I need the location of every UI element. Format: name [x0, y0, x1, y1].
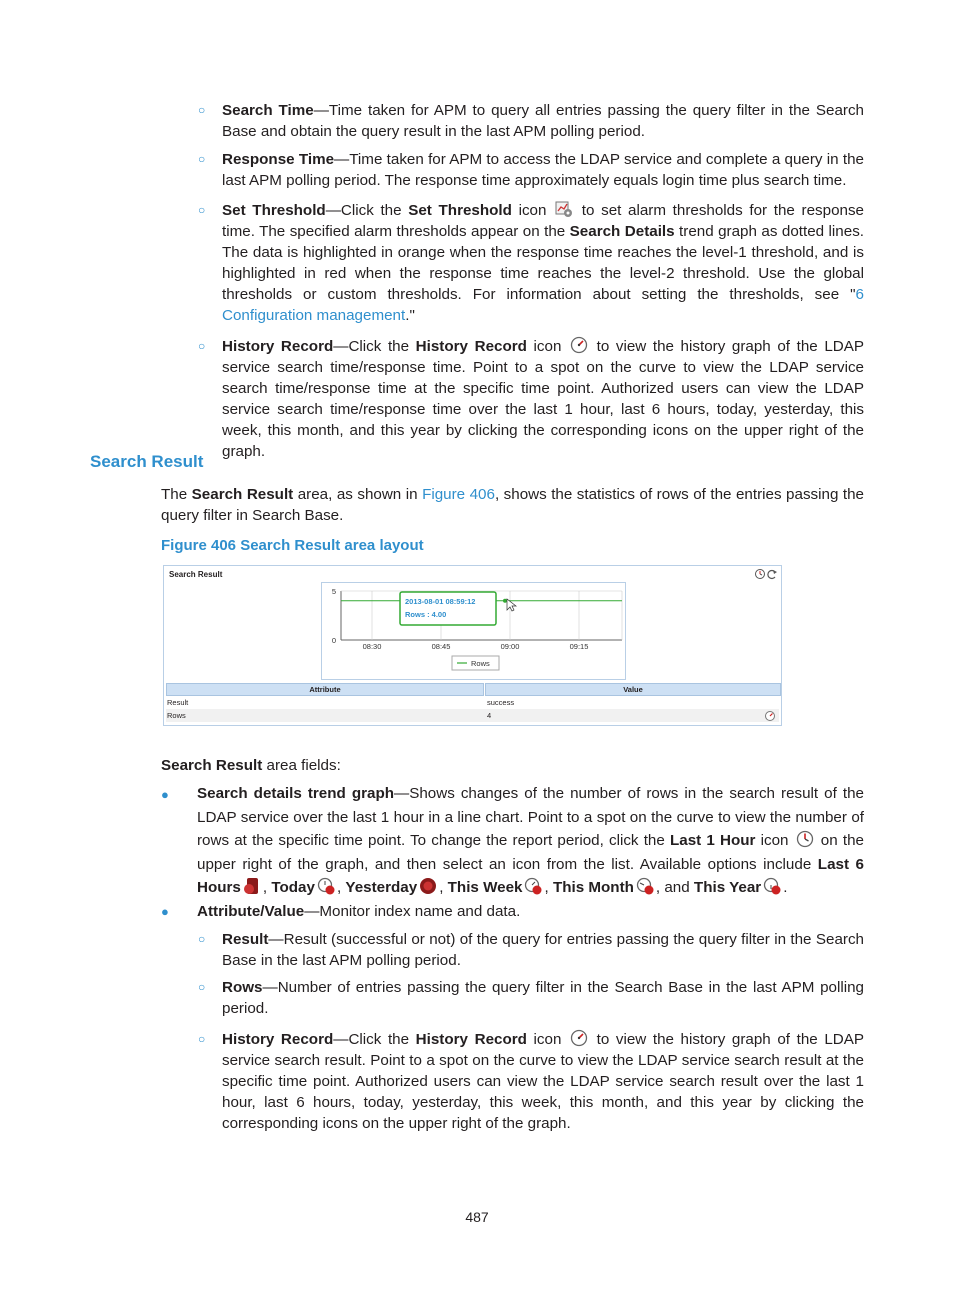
circle-bullet-icon: ○	[198, 339, 206, 353]
y-axis-ticks	[332, 587, 336, 645]
last-1-hour-icon	[796, 830, 814, 848]
this-month-icon	[636, 877, 654, 895]
config-management-link[interactable]: 6 Configuration management	[222, 286, 864, 324]
x-tick-label: 08:30	[362, 642, 382, 651]
history-record-icon	[570, 1029, 588, 1047]
chart-container	[321, 582, 626, 680]
list-item-set-threshold: ○ Set Threshold—Click the Set Threshold icon to set alarm thresholds for the response time. The specified alarm thresholds appear on the Search Details trend graph as dotted lines. The data is highlighted in orange when the response time reaches the level-1 threshold, and is highlighted in red when the response time reaches the level-2 threshold. Use the global thresholds or custom thresholds. For information about setting the thresholds, see "6 Configuration management."	[198, 202, 865, 324]
panel-toolbar	[754, 568, 778, 580]
legend-label: Rows	[471, 659, 490, 668]
tooltip-value: Rows : 4.00	[405, 610, 447, 619]
fields-label: Search Result area fields:	[161, 757, 341, 774]
circle-bullet-icon: ○	[198, 103, 206, 117]
list-item-response-time: ○ Response Time—Time taken for APM to access the LDAP service and complete a query in the last APM polling period. The response time approximately equals login time plus search time.	[198, 151, 864, 189]
intro-paragraph: The Search Result area, as shown in Figure 406, shows the statistics of rows of the entries passing the query filter in Search Base.	[161, 486, 865, 524]
data-point	[503, 599, 507, 603]
x-tick-label: 08:45	[431, 642, 451, 651]
yesterday-icon	[419, 877, 437, 895]
list-item-result: ○ Result—Result (successful or not) of the query for entries passing the query filter in the Search Base in the last APM polling period.	[198, 931, 864, 969]
circle-bullet-icon: ○	[198, 980, 206, 994]
this-week-icon	[524, 877, 542, 895]
x-tick-label: 09:00	[500, 642, 520, 651]
circle-bullet-icon: ○	[198, 932, 206, 946]
tooltip-time: 2013-08-01 08:59:12	[405, 597, 476, 606]
list-item-history-record-2: ○ History Record—Click the History Record icon to view the history graph of the LDAP service search result. Point to a spot on the curve to view the LDAP service search result at the specific time point. Authorized users can view the LDAP service search result over the last 1 hour, last 6 hours, today, yesterday, this week, this month, and this year by clicking the corresponding icons on the upper right of the graph.	[198, 1031, 864, 1132]
figure-caption: Figure 406 Search Result area layout	[161, 537, 424, 554]
x-axis-ticks	[363, 642, 589, 651]
set-threshold-icon	[555, 200, 573, 218]
rows-trend-chart	[322, 583, 625, 679]
last-1-hour-icon[interactable]	[756, 570, 765, 579]
page-number: 487	[465, 1209, 489, 1225]
col-value: Value	[485, 683, 781, 696]
dot-bullet-icon: ●	[161, 904, 169, 919]
list-item-history-record: ○ History Record—Click the History Record icon to view the history graph of the LDAP service search time/response time. Point to a spot on the curve to view the LDAP service search time/response time at the specific time point. Authorized users can view the LDAP service search time/response time over the last 1 hour, last 6 hours, today, yesterday, this week, this month, and this year by clicking the corresponding icons on the upper right of the graph.	[198, 338, 864, 460]
figure-link[interactable]: Figure 406	[422, 486, 495, 503]
history-record-icon	[570, 336, 588, 354]
table-row: Rows 4	[166, 709, 779, 722]
section-title: Search Result	[90, 452, 204, 471]
panel-title: Search Result	[169, 570, 223, 579]
col-attribute: Attribute	[166, 683, 484, 696]
refresh-icon[interactable]	[768, 570, 777, 579]
list-item-rows: ○ Rows—Number of entries passing the query filter in the Search Base in the last APM polling period.	[198, 979, 864, 1017]
search-result-screenshot	[163, 565, 782, 726]
y-tick-label: 0	[331, 636, 336, 645]
bullet-search-details: ● Search details trend graph—Shows changes of the number of rows in the search result of the LDAP service over the last 1 hour in a line chart. Point to a spot on the curve to view the number of rows at the specific time point. To change the report period, click the Last 1 Hour icon on the upper right of the graph, and then select an icon from the list. Available options include Last 6 Hours , Today , Yesterday , This Week , This Month , and This Year .	[161, 785, 864, 896]
this-year-icon	[763, 877, 781, 895]
circle-bullet-icon: ○	[198, 152, 206, 166]
table-row: Result success	[167, 698, 515, 707]
x-tick-label: 09:15	[569, 642, 589, 651]
dot-bullet-icon: ●	[161, 787, 169, 802]
today-icon	[317, 877, 335, 895]
circle-bullet-icon: ○	[198, 1032, 206, 1046]
table-header	[166, 683, 779, 695]
y-tick-label: 5	[331, 587, 336, 596]
chart-legend[interactable]	[452, 656, 499, 670]
bullet-attribute-value: ● Attribute/Value—Monitor index name and data.	[161, 903, 521, 920]
history-record-icon[interactable]	[764, 710, 776, 722]
circle-bullet-icon: ○	[198, 203, 206, 217]
tooltip	[400, 592, 496, 625]
list-item-search-time: ○ Search Time—Time taken for APM to query all entries passing the query filter in the Search Base and obtain the query result in the last APM polling period.	[198, 102, 864, 140]
last-6-hours-icon	[243, 877, 261, 895]
